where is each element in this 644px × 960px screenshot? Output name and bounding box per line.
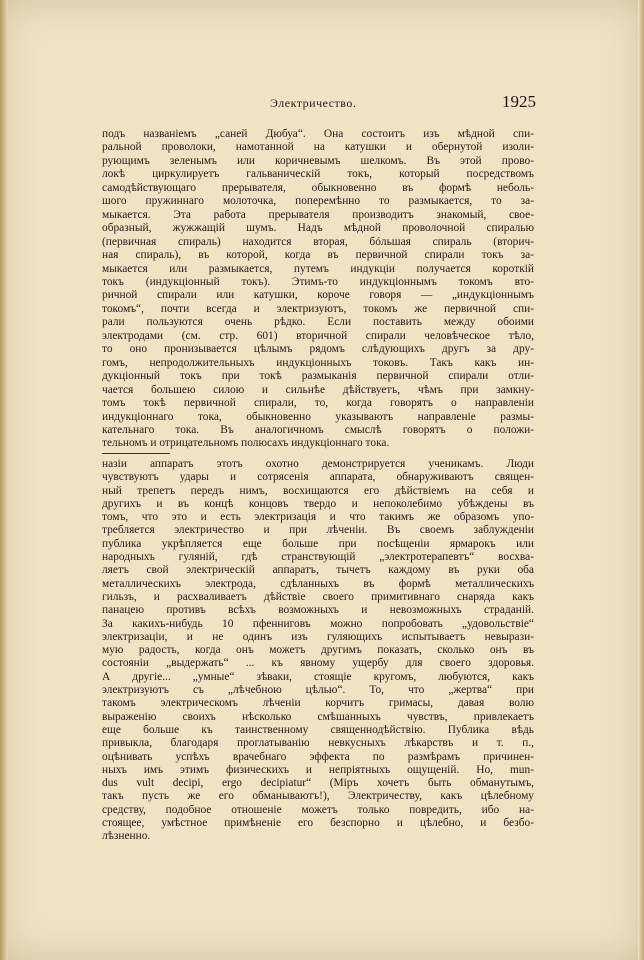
main-paragraph bbox=[102, 128, 534, 451]
text-line: кательнаго тока. Въ аналогичномъ смыслѣ говорятъ о положи- bbox=[102, 423, 534, 436]
footnote-line: еще больше къ таинственному священнодѣйствію. Публика вѣдь bbox=[102, 723, 534, 736]
footnote-line: мую радость, когда онъ можетъ другимъ показать, сколько онъ въ bbox=[102, 644, 534, 657]
footnote-line: привыкла, благодаря проглатыванію невкусныхъ лѣкарствъ и т. п., bbox=[102, 737, 534, 750]
page-edge bbox=[638, 0, 644, 960]
text-line: (первичная спираль) находится вторая, бóльшая спираль (вторич- bbox=[102, 235, 534, 248]
text-line: шого пружиннаго молоточка, поперемѣнно то размыкается, то за- bbox=[102, 195, 534, 208]
page-header bbox=[100, 92, 540, 118]
text-line: мыкается или размыкается, путемъ индукціи получается короткій bbox=[102, 262, 534, 275]
footnote-line: средству, подобное отношеніе можетъ только повредить, ибо на- bbox=[102, 803, 534, 816]
footnote-line: стоящее, умѣстное примѣненіе его безспорно и цѣлебно, и безбо- bbox=[102, 817, 534, 830]
text-line: локѣ циркулируетъ гальваническій токъ, который посредствомъ bbox=[102, 168, 534, 181]
text-line: токомъ“, почти всегда и электризуютъ, токомъ же первичной спи- bbox=[102, 302, 534, 315]
text-line: индукціоннаго тока, обыкновенно указываютъ направленіе размы- bbox=[102, 410, 534, 423]
text-line: дукціонный токъ при токѣ размыканія первичной спирали отли- bbox=[102, 370, 534, 383]
footnote-line: назіи аппаратъ этотъ охотно демонстрируется ученикамъ. Люди bbox=[102, 458, 534, 470]
footnote-line: другихъ и въ концѣ концовъ твердо и непоколебимо убѣждены въ bbox=[102, 497, 534, 510]
footnote-line: А другіе... „умные“ зѣваки, стоящіе кругомъ, любуются, какъ bbox=[102, 670, 534, 683]
footnote-line: гильзъ, и расхваливаетъ дѣйствіе своего примитивнаго снаряда какъ bbox=[102, 590, 534, 603]
text-line: рали пользуются очень рѣдко. Если поставить между обоими bbox=[102, 316, 534, 329]
footnote-line: dus vult decipi, ergo decipiatur“ (Міръ хочетъ быть обманутымъ, bbox=[102, 777, 534, 790]
running-title: Электричество. bbox=[270, 96, 357, 110]
text-line: ная спираль), въ которой, когда въ первичной спирали токъ за- bbox=[102, 249, 534, 262]
text-line: мыкается. Эта работа прерывателя производитъ знакомый, свое- bbox=[102, 208, 534, 221]
footnote-line: оцѣнивать успѣхъ врачебнаго эффекта по размѣрамъ причинен- bbox=[102, 750, 534, 763]
text-line: то оно пронизывается цѣлымъ рядомъ слѣдующихъ другъ за дру- bbox=[102, 343, 534, 356]
text-line: образный, жужжащій шумъ. Надъ мѣдной проволочной спиралью bbox=[102, 222, 534, 235]
footnote-line: публика укрѣпляется еще больше при посѣщеніи ярмарокъ или bbox=[102, 537, 534, 550]
footnote-line: лѣзненно. bbox=[102, 830, 151, 843]
footnote-separator bbox=[102, 453, 170, 454]
text-line: ральной проволоки, намотанной на катушки и обернутой изоли- bbox=[102, 141, 534, 154]
text-line: тельномъ и отрицательномъ полюсахъ индукціоннаго тока. bbox=[102, 437, 390, 450]
footnote-line: состояніи „выдержать“ ... къ явному ущербу для своего здоровья. bbox=[102, 657, 534, 670]
footnote-line: томъ, что это и есть электризація и что такимъ же образомъ упо- bbox=[102, 511, 534, 524]
footnote-line: ныхъ имъ этимъ физическихъ и непріятныхъ ощущеній. Но, mun- bbox=[102, 763, 534, 776]
text-line: ричной спирали или катушки, короче говоря — „индукціоннымъ bbox=[102, 289, 534, 302]
footnote-line: электризуютъ съ „лѣчебною цѣлью“. То, что „жертва“ при bbox=[102, 684, 534, 697]
text-line: самодѣйствующаго прерывателя, обыкновенно въ формѣ неболь- bbox=[102, 181, 534, 194]
text-line: подъ названіемъ „саней Дюбуа“. Она состоитъ изъ мѣдной спи- bbox=[102, 128, 534, 140]
text-line: электродами (см. стр. 601) вторичной спирали человѣческое тѣло, bbox=[102, 329, 534, 342]
text-line: чается большею силою и сильнѣе дѣйствуетъ, чѣмъ при замкну- bbox=[102, 383, 534, 396]
footnote-line: металлическихъ электрода, сдѣланныхъ въ формѣ металлическихъ bbox=[102, 577, 534, 590]
footnote-line: панацею противъ всѣхъ возможныхъ и невозможныхъ страданій. bbox=[102, 604, 534, 617]
footnote-paragraph bbox=[102, 458, 534, 844]
footnote-line: ный трепетъ передъ нимъ, восхищаются его дѣйствіемъ на себя и bbox=[102, 484, 534, 497]
page-number: 1925 bbox=[502, 92, 536, 111]
footnote-line: ляетъ свой электрическій аппаратъ, тычетъ каждому въ руки оба bbox=[102, 564, 534, 577]
page-gutter-shadow bbox=[0, 0, 8, 960]
footnote-line: требляется электричество и при лѣченіи. Въ своемъ заблужденіи bbox=[102, 524, 534, 537]
footnote-line: такъ пусть же его обманываютъ!), Электричеству, какъ цѣлебному bbox=[102, 790, 534, 803]
footnote-line: такомъ электрическомъ лѣченіи корчитъ гримасы, давая волю bbox=[102, 697, 534, 710]
text-line: рующимъ зеленымъ или коричневымъ шелкомъ. Въ этой прово- bbox=[102, 154, 534, 167]
footnote-line: народныхъ гуляній, гдѣ странствующій „электротерапевтъ“ восхва- bbox=[102, 551, 534, 564]
text-line: токъ (индукціонный токъ). Этимъ-то индукціоннымъ токомъ вто- bbox=[102, 275, 534, 288]
footnote-line: чувствуютъ удары и сотрясенія аппарата, обнаруживаютъ священ- bbox=[102, 471, 534, 484]
text-line: гомъ, непродолжительныхъ индукціонныхъ токовъ. Такъ какъ ин- bbox=[102, 356, 534, 369]
footnote-line: выраженію своихъ нѣсколько смѣшанныхъ чувствъ, привлекаетъ bbox=[102, 710, 534, 723]
text-line: томъ токѣ первичной спирали, то, когда говорятъ о направленіи bbox=[102, 397, 534, 410]
footnote-line: электризаціи, и не одинъ изъ гуляющихъ испытываетъ невырази- bbox=[102, 630, 534, 643]
footnote-line: За какихъ-нибудь 10 пфенниговъ можно попробовать „удовольствіе“ bbox=[102, 617, 534, 630]
